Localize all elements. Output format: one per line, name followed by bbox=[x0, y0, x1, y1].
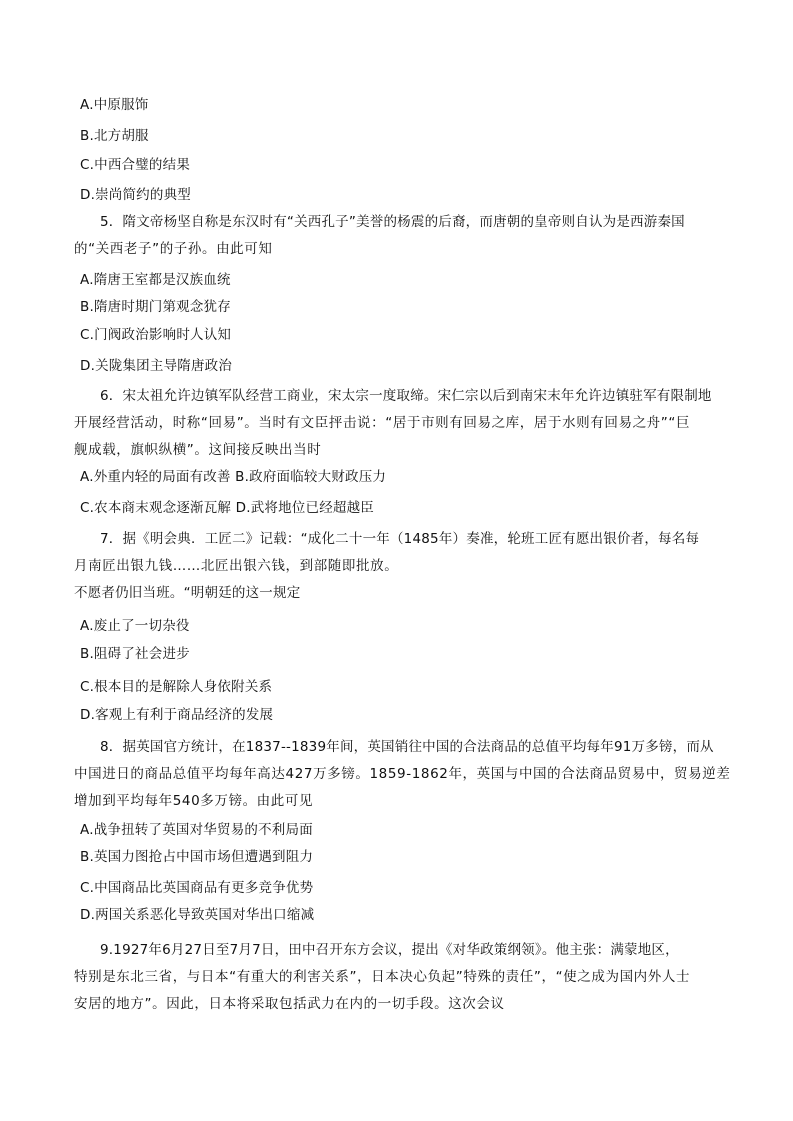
q8-stem-line-1: 8．据英国官方统计，在1837--1839年间，英国销往中国的合法商品的总值平均每年91万多镑，而从 bbox=[100, 739, 714, 755]
q7-option-d: D.客观上有利于商品经济的发展 bbox=[80, 707, 274, 723]
q9-stem-line-3: 安居的地方”。因此，日本将采取包括武力在内的一切手段。这次会议 bbox=[74, 996, 505, 1012]
q4-option-b: B.北方胡服 bbox=[80, 128, 149, 144]
q8-option-d: D.两国关系恶化导致英国对华出口缩减 bbox=[80, 907, 315, 923]
q8-option-b: B.英国力图抢占中国市场但遭遇到阻力 bbox=[80, 849, 314, 865]
q8-option-a: A.战争扭转了英国对华贸易的不利局面 bbox=[80, 822, 313, 838]
q6-options-ab: A.外重内轻的局面有改善 B.政府面临较大财政压力 bbox=[80, 469, 387, 485]
q8-stem-line-3: 增加到平均每年540多万镑。由此可见 bbox=[74, 793, 314, 809]
q7-stem-line-1: 7．据《明会典．工匠二》记载：“成化二十一年（1485年）奏准，轮班工匠有愿出银价者，每名每 bbox=[100, 531, 700, 547]
q6-stem-line-1: 6．宋太祖允许边镇军队经营工商业，宋太宗一度取缔。宋仁宗以后到南宋末年允许边镇驻军有限制地 bbox=[100, 388, 712, 404]
q6-options-cd: C.农本商末观念逐渐瓦解 D.武将地位已经超越臣 bbox=[80, 500, 374, 516]
q4-option-c: C.中西合璧的结果 bbox=[80, 157, 191, 173]
q8-stem-line-2: 中国进日的商品总值平均每年高达427万多镑。1859-1862年，英国与中国的合法商品贸易中，贸易逆差 bbox=[74, 766, 731, 782]
q5-option-a: A.隋唐王室都是汉族血统 bbox=[80, 272, 231, 288]
q7-stem-line-2: 月南匠出银九钱……北匠出银六钱，到部随即批放。 bbox=[74, 558, 399, 574]
q9-stem-line-1: 9.1927年6月27日至7月7日，田中召开东方会议，提出《对华政策纲领》。他主张：满蒙地区， bbox=[100, 942, 679, 958]
q4-option-a: A.中原服饰 bbox=[80, 97, 149, 113]
q7-stem-line-3: 不愿者仍旧当班。“明朝廷的这一规定 bbox=[74, 585, 301, 601]
q7-option-b: B.阻碍了社会进步 bbox=[80, 646, 190, 662]
q9-stem-line-2: 特别是东北三省，与日本“有重大的利害关系”，日本决心负起”特殊的责任”，“使之成为国内外人士 bbox=[74, 969, 691, 985]
q6-stem-line-3: 舰成载，旗帜纵横”。这间接反映出当时 bbox=[74, 442, 322, 458]
q5-option-b: B.隋唐时期门第观念犹存 bbox=[80, 299, 231, 315]
q6-stem-line-2: 开展经营活动，时称“回易”。当时有文臣抨击说：“居于市则有回易之库，居于水则有回易之舟”“巨 bbox=[74, 415, 691, 431]
q5-stem-line-1: 5．隋文帝杨坚自称是东汉时有“关西孔子”美誉的杨震的后裔，而唐朝的皇帝则自认为是西游秦国 bbox=[100, 214, 685, 230]
q5-option-c: C.门阀政治影响时人认知 bbox=[80, 327, 232, 343]
q7-option-a: A.废止了一切杂役 bbox=[80, 618, 190, 634]
q4-option-d: D.崇尚简约的典型 bbox=[80, 187, 191, 203]
q8-option-c: C.中国商品比英国商品有更多竞争优势 bbox=[80, 880, 314, 896]
q7-option-c: C.根本目的是解除人身依附关系 bbox=[80, 679, 273, 695]
q5-option-d: D.关陇集团主导隋唐政治 bbox=[80, 358, 233, 374]
q5-stem-line-2: 的“关西老子”的子孙。由此可知 bbox=[74, 241, 273, 257]
